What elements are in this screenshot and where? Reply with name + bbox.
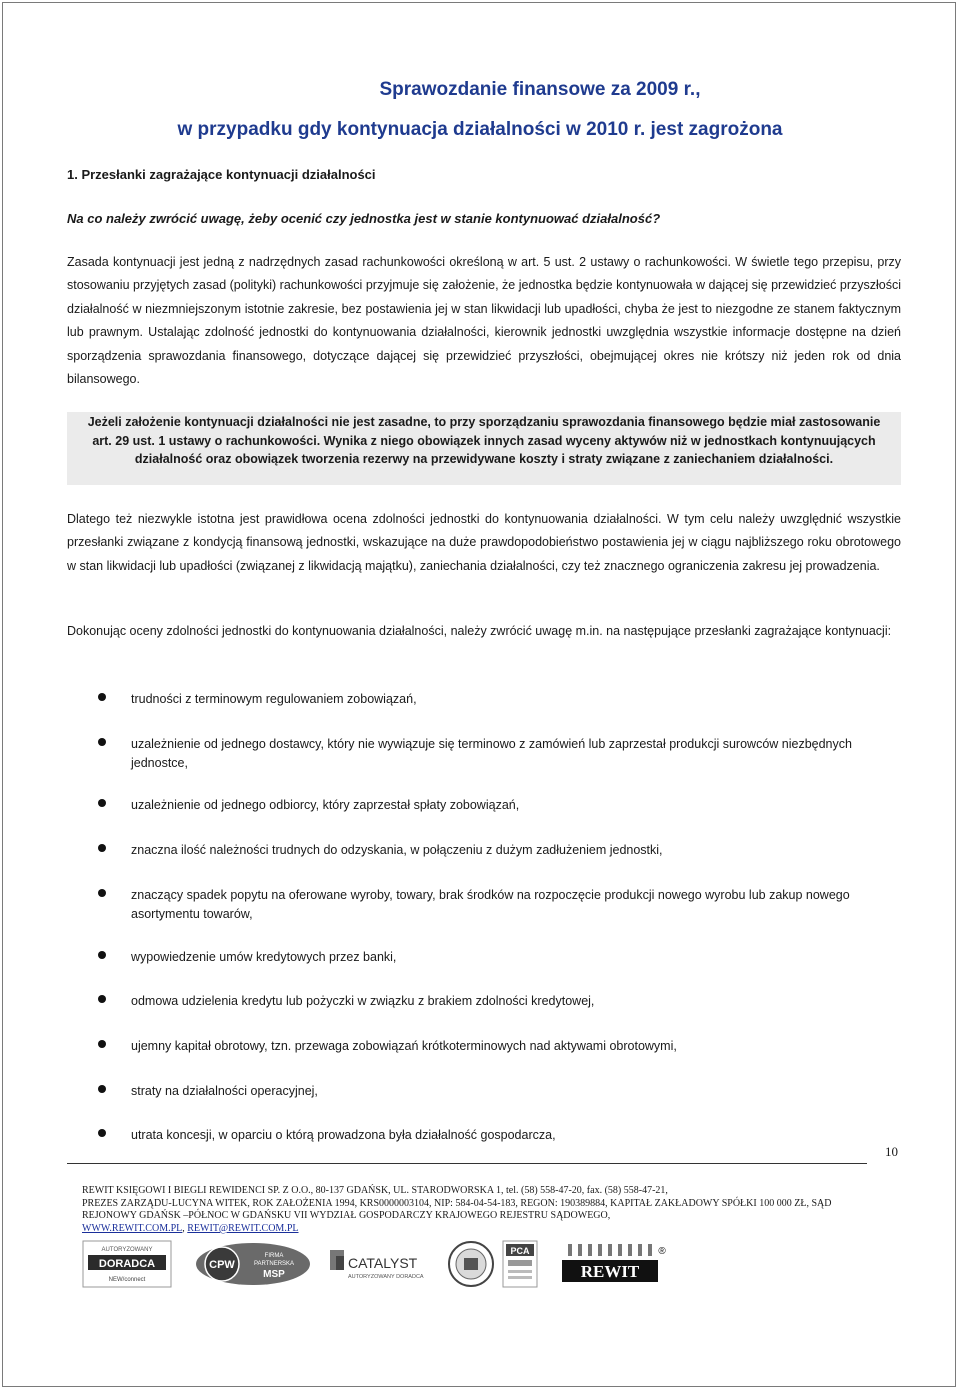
section-heading: 1. Przesłanki zagrażające kontynuacji działalności bbox=[67, 167, 376, 182]
bullet-icon bbox=[98, 1040, 106, 1048]
highlight-box bbox=[67, 412, 901, 485]
svg-text:PCA: PCA bbox=[510, 1246, 530, 1256]
bullet-icon bbox=[98, 1085, 106, 1093]
bullet-icon bbox=[98, 951, 106, 959]
svg-text:REWIT: REWIT bbox=[580, 1262, 640, 1281]
doradca-logo-icon bbox=[82, 1240, 172, 1288]
catalyst-logo-icon bbox=[328, 1240, 428, 1288]
bullet-icon bbox=[98, 995, 106, 1003]
bullet-icon bbox=[98, 1129, 106, 1137]
section-question: Na co należy zwrócić uwagę, żeby ocenić czy jednostka jest w stanie kontynuować działalność? bbox=[67, 211, 661, 226]
svg-text:®: ® bbox=[658, 1246, 666, 1257]
email-link[interactable]: REWIT@REWIT.COM.PL bbox=[187, 1222, 299, 1234]
association-seal-icon bbox=[446, 1240, 496, 1288]
svg-text:CATALYST: CATALYST bbox=[348, 1255, 418, 1271]
svg-text:CPW: CPW bbox=[209, 1259, 235, 1271]
cpw-logo-icon bbox=[194, 1240, 312, 1288]
bullet-icon bbox=[98, 693, 106, 701]
svg-text:MSP: MSP bbox=[263, 1269, 285, 1280]
svg-text:AUTORYZOWANY DORADCA: AUTORYZOWANY DORADCA bbox=[348, 1274, 424, 1280]
bullet-icon bbox=[98, 799, 106, 807]
svg-text:NEW/connect: NEW/connect bbox=[108, 1277, 146, 1283]
footer-address: REWIT KSIĘGOWI I BIEGLI REWIDENCI SP. Z O.O., 80-137 GDAŃSK, UL. STARODWORSKA 1, tel. (58) 558-47-20, fax. (58) 558-47-21, bbox=[82, 1185, 668, 1196]
bullet-icon bbox=[98, 844, 106, 852]
document-subtitle: w przypadku gdy kontynuacja działalności w 2010 r. jest zagrożona bbox=[177, 119, 783, 140]
svg-text:FIRMA: FIRMA bbox=[264, 1253, 284, 1259]
document-title: Sprawozdanie finansowe za 2009 r., bbox=[379, 79, 701, 100]
page-number: 10 bbox=[885, 1144, 898, 1159]
paragraph-continuity-principle: Zasada kontynuacji jest jedną z nadrzędnych zasad rachunkowości określoną w art. 5 ust. 2 ustawy o rachunkowości. W świetle tego przepisu, przy stosowaniu przyjętych zasad (polityki) rachunkowości przyjmuje się założenie, że jednostka będzie kontynuowała w dającej się przewidzieć przyszłości działalność w niezmniejszonym istotnie zakresie, bez postawienia jej w stan likwidacji lub upadłości, chyba że jest to niezgodne ze stanem faktycznym lub prawnym. Ustalając zdolność jednostki do kontynuowania działalności, kierownik jednostki uwzględnia wszystkie informacje dostępne na dzień sporządzenia sprawozdania finansowego, dotyczące dającej się przewidzieć przyszłości, obejmującej okres nie krótszy niż jeden rok od dnia bilansowego. bbox=[67, 255, 901, 387]
bullet-icon bbox=[98, 738, 106, 746]
highlight-text: Jeżeli założenie kontynuacji działalności nie jest zasadne, to przy sporządzaniu sprawozdania finansowego będzie miał zastosowanie art. 29 ust. 1 ustawy o rachunkowości. Wynika z niego obowiązek innych zasad wyceny aktywów niż w jednostkach kontynuujących działalność oraz obowiązek tworzenia rezerwy na przewidywane koszty i straty związane z zaniechaniem działalności. bbox=[87, 415, 881, 466]
bullet-icon bbox=[98, 889, 106, 897]
rewit-logo-icon bbox=[558, 1240, 666, 1288]
paragraph-intro-list: Dokonując oceny zdolności jednostki do kontynuowania działalności, należy zwrócić uwagę m.in. na następujące przesłanki zagrażające kontynuacji: bbox=[67, 624, 892, 638]
company-footer bbox=[82, 1185, 882, 1235]
svg-text:PARTNERSKA: PARTNERSKA bbox=[253, 1261, 295, 1267]
svg-text:DORADCA: DORADCA bbox=[98, 1258, 156, 1270]
paragraph-assessment: Dlatego też niezwykle istotna jest prawidłowa ocena zdolności jednostki do kontynuowania działalności. W tym celu należy uwzględnić wszystkie przesłanki związane z kondycją finansową jednostki, wskazujące na duże prawdopodobieństwo postawienia jej w ciągu najbliższego roku obrotowego w stan likwidacji lub upadłości (związanej z likwidacją majątku), zaniechania działalności, czy też znacznego ograniczenia zakresu jej prowadzenia. bbox=[67, 512, 901, 573]
footer-divider bbox=[67, 1163, 867, 1164]
footer-registration: PREZES ZARZĄDU-LUCYNA WITEK, ROK ZAŁOŻENIA 1994, KRS0000003104, NIP: 584-04-54-183, REGON: 190389884, KAPITAŁ ZAKŁADOWY SPÓŁKI 100 000 ZŁ, SĄD REJONOWY GDAŃSK –PÓŁNOC W GDAŃSKU VII WYDZIAŁ GOSPODARCZY KRAJOWEGO REJESTRU SĄDOWEGO, bbox=[82, 1197, 832, 1222]
footer-separator: , bbox=[182, 1222, 188, 1234]
partner-logos bbox=[82, 1240, 682, 1288]
svg-text:AUTORYZOWANY: AUTORYZOWANY bbox=[101, 1247, 153, 1253]
pca-logo-icon bbox=[502, 1240, 538, 1288]
website-link[interactable]: WWW.REWIT.COM.PL bbox=[82, 1222, 183, 1234]
